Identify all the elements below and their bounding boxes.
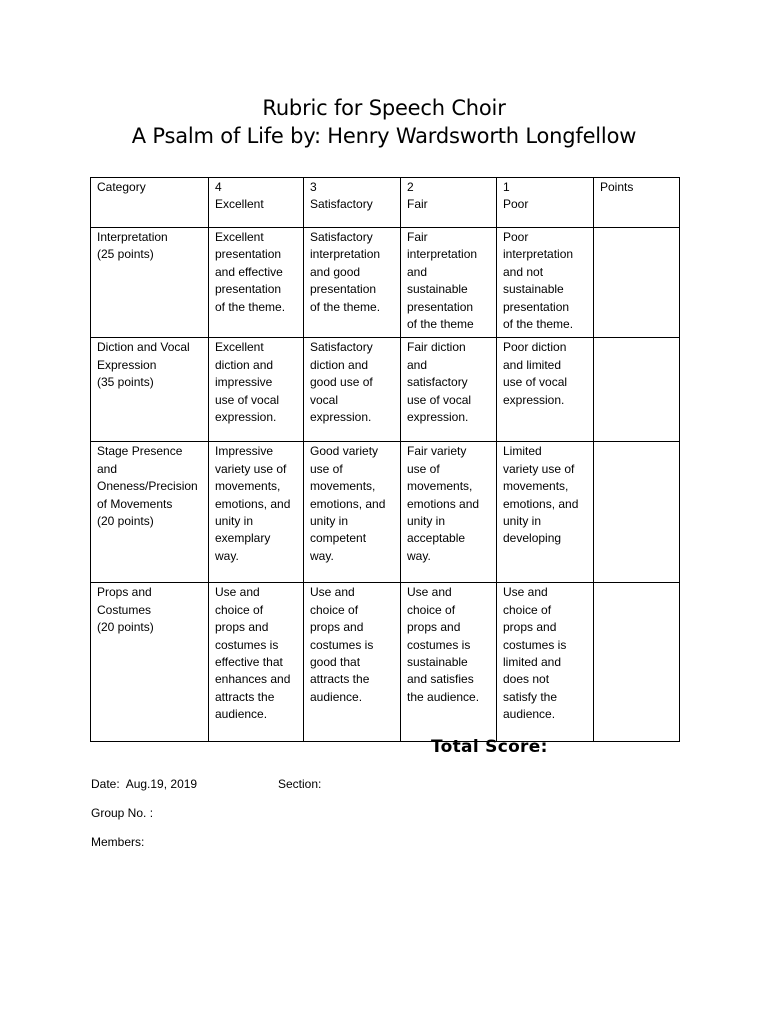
cell-text-line: expression. (503, 392, 565, 407)
cell-text-line: Oneness/Precision (97, 479, 198, 494)
cell-text-line: unity in (407, 514, 446, 529)
cell-text-line: exemplary (215, 531, 271, 546)
cell-text-line: acceptable (407, 531, 466, 546)
cell-text-line: and not (503, 264, 544, 279)
cell-text-line: enhances and (215, 672, 291, 687)
cell-text-line: audience. (503, 707, 556, 722)
cell-text-line: and (407, 264, 428, 279)
cell-text-line: attracts the (215, 689, 275, 704)
title-line-1: Rubric for Speech Choir (262, 96, 506, 120)
cell-text-line: interpretation (503, 247, 574, 262)
rubric-table (90, 177, 680, 742)
cell-text-line: and (407, 357, 428, 372)
cell-text-line: Good variety (310, 444, 379, 459)
cell-text-line: choice of (215, 602, 264, 617)
cell-text-line: and limited (503, 357, 562, 372)
section-label: Section: (278, 777, 322, 791)
date-label: Date: (91, 777, 120, 791)
cell-text-line: presentation (407, 299, 474, 314)
cell-text-line: use of vocal (407, 392, 472, 407)
cell-text-line: presentation (215, 247, 282, 262)
cell-text-line: way. (215, 548, 239, 563)
cell-text-line: of the theme (407, 317, 474, 332)
title-line-2: A Psalm of Life by: Henry Wardsworth Longfellow (131, 124, 637, 148)
cell-text-line: use of vocal (503, 375, 568, 390)
cell-text-line: of the theme. (215, 299, 286, 314)
document-title (0, 94, 768, 150)
cell-text-line: costumes is (310, 637, 374, 652)
cell-text-line: Use and (503, 585, 548, 600)
cell-text-line: emotions, and (503, 496, 579, 511)
cell-category (91, 583, 209, 742)
cell-fair (401, 228, 497, 338)
cell-text-line: (25 points) (97, 247, 154, 262)
cell-text-line: presentation (503, 299, 570, 314)
cell-points (594, 442, 680, 583)
table-row (91, 338, 680, 442)
cell-text-line: costumes is (215, 637, 279, 652)
cell-satisfactory (304, 338, 401, 442)
cell-text-line: interpretation (310, 247, 381, 262)
cell-text-line: diction and (215, 357, 274, 372)
cell-text-line: and satisfies (407, 672, 474, 687)
date-value: Aug.19, 2019 (125, 777, 198, 791)
cell-text-line: interpretation (407, 247, 478, 262)
cell-text-line: emotions, and (310, 496, 386, 511)
cell-text-line: variety use of (503, 461, 575, 476)
cell-text-line: (35 points) (97, 375, 154, 390)
cell-text-line: diction and (310, 357, 369, 372)
cell-text-line: Satisfactory (310, 197, 373, 212)
cell-poor (497, 338, 594, 442)
header-cell-poor (497, 178, 594, 228)
cell-text-line: Excellent (215, 197, 264, 212)
cell-text-line: Expression (97, 357, 157, 372)
cell-text-line: emotions, and (215, 496, 291, 511)
cell-text-line: way. (310, 548, 334, 563)
cell-text-line: way. (407, 548, 431, 563)
cell-text-line: (20 points) (97, 620, 154, 635)
cell-points (594, 583, 680, 742)
cell-text-line: effective that (215, 655, 283, 670)
cell-fair (401, 338, 497, 442)
cell-text-line: and effective (215, 264, 283, 279)
cell-text-line: Fair (407, 197, 428, 212)
cell-text-line: of Movements (97, 496, 173, 511)
cell-text-line: sustainable (407, 655, 468, 670)
cell-text-line: Use and (215, 585, 260, 600)
cell-text-line: limited and (503, 655, 562, 670)
cell-text-line: of the theme. (503, 317, 574, 332)
cell-fair (401, 583, 497, 742)
cell-text-line: use of vocal (215, 392, 280, 407)
cell-text-line: Satisfactory (310, 340, 373, 355)
cell-text-line: of the theme. (310, 299, 381, 314)
cell-text-line: choice of (310, 602, 359, 617)
cell-points (594, 228, 680, 338)
cell-text-line: sustainable (407, 282, 468, 297)
cell-text-line: Fair variety (407, 444, 467, 459)
cell-text-line: expression. (215, 410, 277, 425)
cell-text-line: the audience. (407, 689, 480, 704)
cell-excellent (209, 583, 304, 742)
cell-text-line: audience. (215, 707, 268, 722)
cell-excellent (209, 442, 304, 583)
cell-category (91, 338, 209, 442)
cell-text-line: audience. (310, 689, 363, 704)
cell-text-line: Use and (407, 585, 452, 600)
cell-text-line: props and (407, 620, 461, 635)
cell-excellent (209, 228, 304, 338)
header-cell-category (91, 178, 209, 228)
cell-text-line: unity in (310, 514, 349, 529)
cell-text-line: expression. (407, 410, 469, 425)
cell-text-line: expression. (310, 410, 372, 425)
cell-satisfactory (304, 583, 401, 742)
cell-text-line: variety use of (215, 461, 287, 476)
cell-text-line: Stage Presence (97, 444, 183, 459)
members-label: Members: (91, 835, 145, 849)
cell-text-line: use of (407, 461, 440, 476)
cell-text-line: Poor (503, 197, 529, 212)
cell-category (91, 442, 209, 583)
cell-text-line: presentation (310, 282, 377, 297)
cell-text-line: good use of (310, 375, 373, 390)
group-number-label: Group No. : (91, 806, 154, 820)
cell-poor (497, 583, 594, 742)
cell-text-line: Poor diction (503, 340, 567, 355)
cell-text-line: good that (310, 655, 361, 670)
cell-text-line: developing (503, 531, 562, 546)
cell-fair (401, 442, 497, 583)
date-line (91, 777, 197, 791)
cell-text-line: sustainable (503, 282, 564, 297)
cell-text-line: Fair (407, 230, 428, 244)
cell-text-line: choice of (407, 602, 456, 617)
cell-text-line: Use and (310, 585, 355, 600)
header-cell-excellent (209, 178, 304, 228)
cell-text-line: 2 (407, 180, 414, 194)
cell-text-line: emotions and (407, 496, 480, 511)
header-cell-fair (401, 178, 497, 228)
table-row (91, 442, 680, 583)
cell-text-line: (20 points) (97, 514, 154, 529)
cell-text-line: use of (310, 461, 343, 476)
cell-text-line: competent (310, 531, 367, 546)
cell-text-line: costumes is (407, 637, 471, 652)
cell-text-line: 3 (310, 180, 317, 194)
cell-text-line: movements, (215, 479, 281, 494)
cell-text-line: vocal (310, 392, 339, 407)
cell-text-line: Interpretation (97, 230, 168, 244)
total-score-label: Total Score: (431, 737, 548, 757)
cell-text-line: does not (503, 672, 550, 687)
cell-text-line: Limited (503, 444, 542, 459)
table-row (91, 583, 680, 742)
cell-text-line: 4 (215, 180, 222, 194)
cell-text-line: satisfactory (407, 375, 468, 390)
cell-text-line: Excellent (215, 340, 264, 355)
cell-text-line: Costumes (97, 602, 152, 617)
cell-text-line: satisfy the (503, 689, 558, 704)
cell-text-line: movements, (407, 479, 473, 494)
cell-satisfactory (304, 228, 401, 338)
cell-text-line: Impressive (215, 444, 274, 459)
cell-text-line: Points (600, 180, 634, 194)
cell-text-line: Poor (503, 230, 529, 244)
cell-text-line: presentation (215, 282, 282, 297)
cell-text-line: attracts the (310, 672, 370, 687)
cell-text-line: Diction and Vocal (97, 340, 190, 355)
cell-text-line: props and (310, 620, 364, 635)
cell-text-line: Excellent (215, 230, 264, 244)
cell-text-line: 1 (503, 180, 510, 194)
cell-text-line: movements, (503, 479, 569, 494)
cell-text-line: Fair diction (407, 340, 466, 355)
cell-text-line: unity in (503, 514, 542, 529)
cell-text-line: choice of (503, 602, 552, 617)
cell-excellent (209, 338, 304, 442)
rubric-body (91, 178, 680, 742)
header-cell-satisfactory (304, 178, 401, 228)
cell-satisfactory (304, 442, 401, 583)
cell-text-line: and good (310, 264, 361, 279)
cell-text-line: and (97, 461, 118, 476)
cell-text-line: Satisfactory (310, 230, 373, 244)
cell-text-line: unity in (215, 514, 254, 529)
cell-points (594, 338, 680, 442)
table-header-row (91, 178, 680, 228)
cell-category (91, 228, 209, 338)
cell-text-line: Props and (97, 585, 152, 600)
table-row (91, 228, 680, 338)
cell-text-line: costumes is (503, 637, 567, 652)
cell-text-line: Category (97, 180, 146, 194)
cell-text-line: impressive (215, 375, 273, 390)
cell-text-line: props and (503, 620, 557, 635)
cell-poor (497, 442, 594, 583)
cell-text-line: movements, (310, 479, 376, 494)
cell-text-line: props and (215, 620, 269, 635)
header-cell-points (594, 178, 680, 228)
cell-poor (497, 228, 594, 338)
